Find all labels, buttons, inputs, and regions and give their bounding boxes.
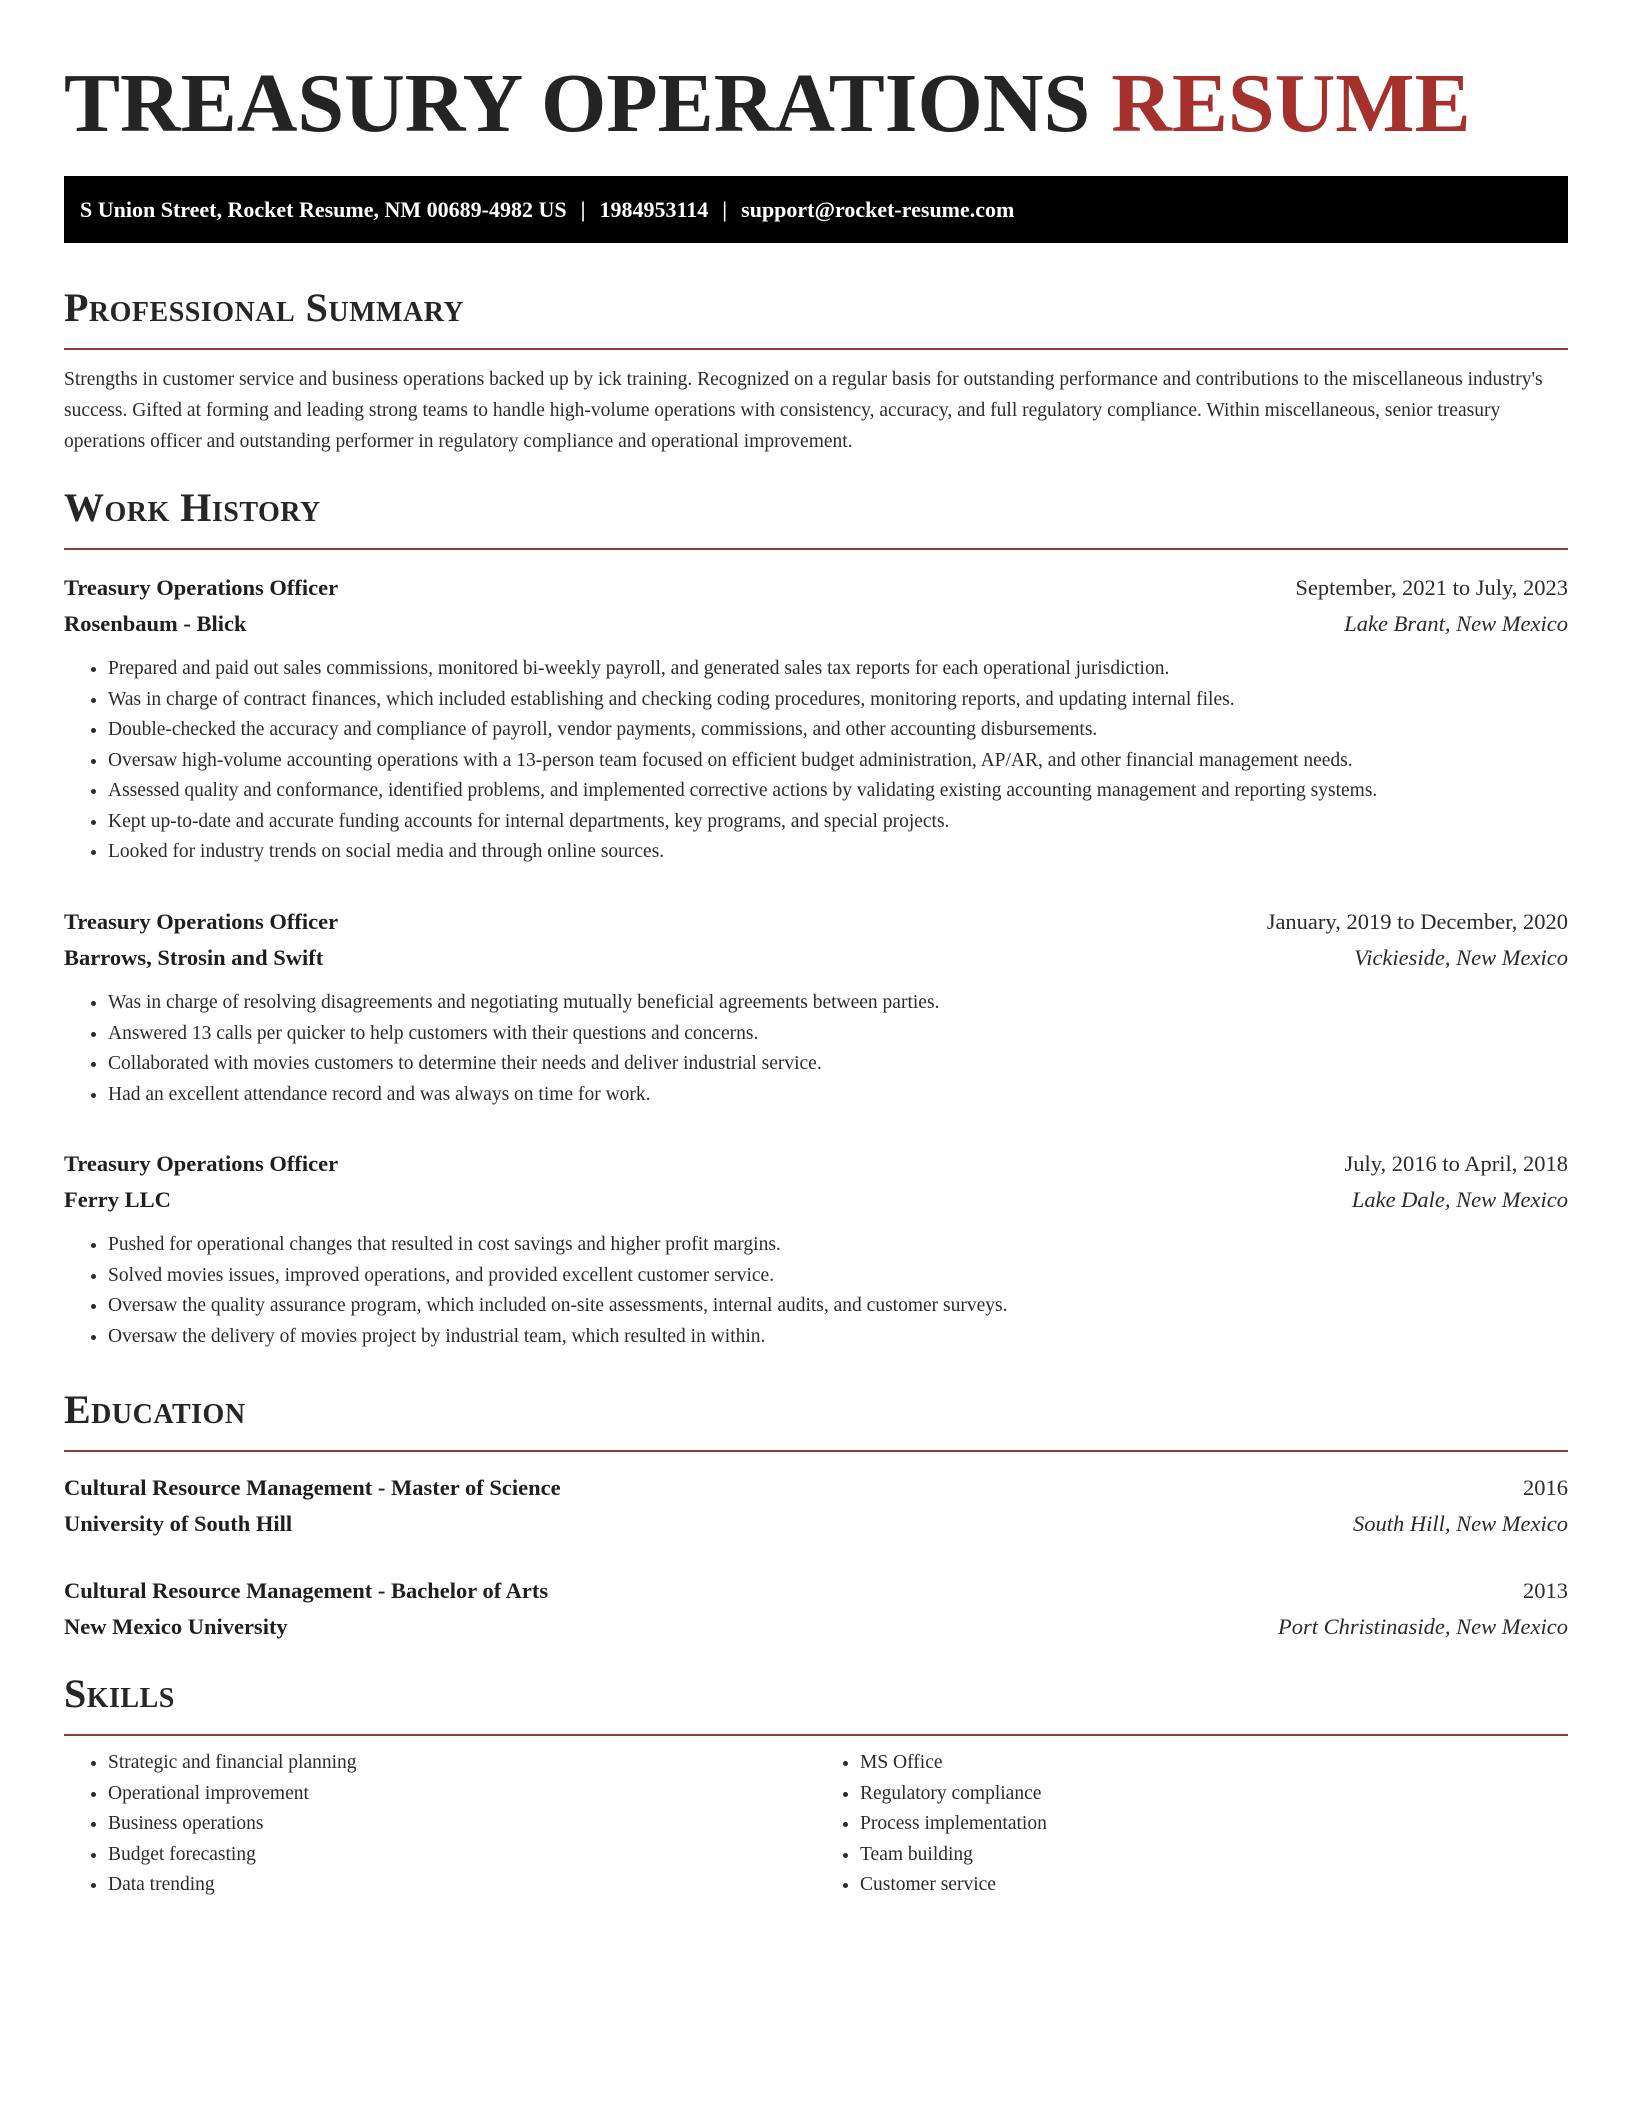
job-dates: July, 2016 to April, 2018 (1344, 1151, 1568, 1176)
skill-item: • Operational improvement (108, 1779, 816, 1810)
contact-bar (64, 176, 1568, 243)
skills-columns (64, 1736, 1568, 1901)
job-header-row (64, 570, 1568, 606)
summary-section (64, 282, 1568, 457)
job-dates: January, 2019 to December, 2020 (1266, 909, 1568, 934)
job-entry (64, 570, 1568, 868)
job-company-row (64, 606, 1568, 642)
contact-email[interactable]: support@rocket-resume.com (741, 197, 1015, 222)
contact-address: S Union Street, Rocket Resume, NM 00689-4982 US (80, 197, 567, 222)
list-item: • Kept up-to-date and accurate funding accounts for internal departments, key programs, and special projects. (108, 807, 1568, 838)
skills-section (64, 1668, 1568, 1901)
title-accent: RESUME (1111, 57, 1471, 150)
list-item: • Looked for industry trends on social media and through online sources. (108, 837, 1568, 868)
job-header-row (64, 1146, 1568, 1182)
job-company: Barrows, Strosin and Swift (64, 945, 324, 970)
list-item: • Oversaw the quality assurance program, which included on-site assessments, internal audits, and customer surveys. (108, 1291, 1568, 1322)
list-item: • Prepared and paid out sales commissions, monitored bi-weekly payroll, and generated sales tax reports for each operational jurisdiction. (108, 654, 1568, 685)
education-year: 2016 (1523, 1475, 1568, 1500)
job-company-row (64, 1182, 1568, 1218)
list-item: • Had an excellent attendance record and was always on time for work. (108, 1080, 1568, 1111)
job-location: Lake Brant, New Mexico (1344, 611, 1568, 636)
education-school-row (64, 1506, 1568, 1542)
skill-item: • Process implementation (860, 1809, 1568, 1840)
list-item: • Collaborated with movies customers to determine their needs and deliver industrial service. (108, 1049, 1568, 1080)
list-item: • Assessed quality and conformance, identified problems, and implemented corrective actions by validating existing accounting management and reporting systems. (108, 776, 1568, 807)
list-item: • Was in charge of contract finances, which included establishing and checking coding procedures, monitoring reports, and updating internal files. (108, 685, 1568, 716)
contact-separator: | (580, 197, 586, 222)
education-degree: Cultural Resource Management - Bachelor of Arts (64, 1578, 549, 1603)
list-item: • Was in charge of resolving disagreements and negotiating mutually beneficial agreements between parties. (108, 988, 1568, 1019)
skill-item: • Strategic and financial planning (108, 1748, 816, 1779)
job-location: Lake Dale, New Mexico (1351, 1187, 1568, 1212)
education-entry (64, 1470, 1568, 1542)
skills-heading: Skills (64, 1671, 175, 1716)
job-company-row (64, 940, 1568, 976)
education-location: South Hill, New Mexico (1353, 1511, 1568, 1536)
skill-item: • Data trending (108, 1870, 816, 1901)
job-title: Treasury Operations Officer (64, 909, 339, 934)
work-history-section (64, 482, 1568, 550)
section-divider (64, 348, 1568, 350)
education-degree-row (64, 1470, 1568, 1506)
job-location: Vickieside, New Mexico (1354, 945, 1568, 970)
work-history-heading: Work History (64, 485, 321, 530)
skills-list-right (816, 1748, 1568, 1901)
summary-heading: Professional Summary (64, 285, 465, 330)
education-degree: Cultural Resource Management - Master of Science (64, 1475, 561, 1500)
list-item: • Solved movies issues, improved operations, and provided excellent customer service. (108, 1261, 1568, 1292)
job-dates: September, 2021 to July, 2023 (1295, 575, 1568, 600)
skill-item: • Budget forecasting (108, 1840, 816, 1871)
education-school: University of South Hill (64, 1511, 293, 1536)
education-location: Port Christinaside, New Mexico (1278, 1614, 1568, 1639)
list-item: • Double-checked the accuracy and compliance of payroll, vendor payments, commissions, and other accounting disbursements. (108, 715, 1568, 746)
contact-phone[interactable]: 1984953114 (599, 197, 709, 222)
list-item: • Oversaw high-volume accounting operations with a 13-person team focused on efficient budget administration, AP/AR, and other financial management needs. (108, 746, 1568, 777)
job-company: Rosenbaum - Blick (64, 611, 247, 636)
job-bullets (64, 1230, 1568, 1352)
list-item: • Oversaw the delivery of movies project by industrial team, which resulted in within. (108, 1322, 1568, 1353)
resume-title (64, 56, 1471, 152)
job-title: Treasury Operations Officer (64, 1151, 339, 1176)
contact-separator: | (722, 197, 728, 222)
skill-item: • Team building (860, 1840, 1568, 1871)
education-heading: Education (64, 1387, 246, 1432)
job-bullets (64, 654, 1568, 868)
title-main: TREASURY OPERATIONS (64, 57, 1091, 150)
job-title: Treasury Operations Officer (64, 575, 339, 600)
list-item: • Answered 13 calls per quicker to help customers with their questions and concerns. (108, 1019, 1568, 1050)
skill-item: • Regulatory compliance (860, 1779, 1568, 1810)
list-item: • Pushed for operational changes that resulted in cost savings and higher profit margins. (108, 1230, 1568, 1261)
job-entry (64, 904, 1568, 1110)
section-divider (64, 1450, 1568, 1452)
education-section (64, 1384, 1568, 1452)
skills-list-left (64, 1748, 816, 1901)
summary-text: Strengths in customer service and business operations backed up by ick training. Recognized on a regular basis for outstanding performance and contributions to the miscellaneous industry's success. Gifted at forming and leading strong teams to handle high-volume operations with consistency, accuracy, and full regulatory compliance. Within miscellaneous, senior treasury operations officer and outstanding performer in regulatory compliance and operational improvement. (64, 369, 1543, 452)
job-bullets (64, 988, 1568, 1110)
section-divider (64, 548, 1568, 550)
job-entry (64, 1146, 1568, 1352)
job-company: Ferry LLC (64, 1187, 171, 1212)
education-year: 2013 (1523, 1578, 1568, 1603)
job-header-row (64, 904, 1568, 940)
education-school: New Mexico University (64, 1614, 288, 1639)
education-school-row (64, 1609, 1568, 1645)
education-degree-row (64, 1573, 1568, 1609)
skill-item: • Customer service (860, 1870, 1568, 1901)
skill-item: • MS Office (860, 1748, 1568, 1779)
education-entry (64, 1573, 1568, 1645)
skill-item: • Business operations (108, 1809, 816, 1840)
